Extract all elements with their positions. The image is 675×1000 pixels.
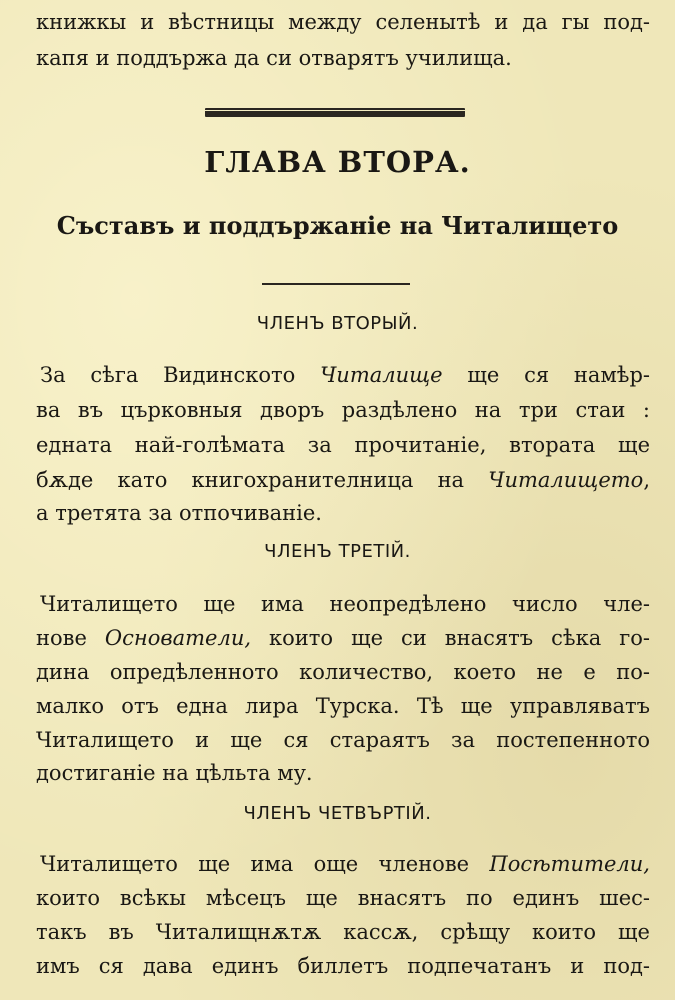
paragraph-line: Читалището ще има още членове Посѣтители, bbox=[40, 852, 650, 876]
paragraph-line: Читалището и ще ся стараятъ за постепенното bbox=[36, 728, 650, 752]
italic-term: Основатели, bbox=[104, 626, 252, 650]
italic-term: Читалище bbox=[320, 363, 443, 387]
text-line: книжкы и вѣстницы между селенытѣ и да гы под- bbox=[36, 10, 650, 34]
paragraph-line: достиганіе на цѣльта му. bbox=[36, 761, 313, 785]
paragraph-line: бѫде като книгохранителница на Читалището, bbox=[36, 468, 650, 492]
paragraph-line: а третята за отпочиваніе. bbox=[36, 501, 322, 525]
text-line: капя и поддържа да си отварятъ училища. bbox=[36, 46, 512, 70]
chapter-subtitle: Съставъ и поддържаніе на Читалището bbox=[56, 211, 619, 240]
paragraph-line: дина опредѣленното количество, което не е по- bbox=[36, 660, 650, 684]
article-heading: ЧЛЕНЪ ТРЕТІЙ. bbox=[264, 541, 411, 562]
paragraph-line: Читалището ще има неопредѣлено число чле- bbox=[40, 592, 650, 616]
paragraph-line: ва въ църковныя дворъ раздѣлено на три стаи : bbox=[36, 398, 650, 422]
paragraph-line: малко отъ една лира Турска. Тѣ ще управляватъ bbox=[36, 694, 650, 718]
chapter-title: ГЛАВА ВТОРА. bbox=[204, 145, 471, 179]
ornamental-rule bbox=[205, 108, 465, 117]
paragraph-line: нове Основатели, които ще си внасятъ сѣка го- bbox=[36, 626, 650, 650]
article-heading: ЧЛЕНЪ ВТОРЫЙ. bbox=[256, 313, 419, 334]
italic-term: Читалището bbox=[488, 468, 644, 492]
paragraph-line: За сѣга Видинското Читалище ще ся намѣр- bbox=[40, 363, 650, 387]
italic-term: Посѣтители, bbox=[489, 852, 650, 876]
divider-rule bbox=[262, 283, 410, 285]
paragraph-line: имъ ся дава единъ биллетъ подпечатанъ и под- bbox=[36, 954, 650, 978]
paragraph-line: такъ въ Читалищнѫтѫ кассѫ, срѣщу които ще bbox=[36, 920, 650, 944]
article-heading: ЧЛЕНЪ ЧЕТВЪРТІЙ. bbox=[243, 803, 432, 824]
paragraph-line: едната най-голѣмата за прочитаніе, втората ще bbox=[36, 433, 650, 457]
paragraph-line: които всѣкы мѣсецъ ще внасятъ по единъ шес- bbox=[36, 886, 650, 910]
